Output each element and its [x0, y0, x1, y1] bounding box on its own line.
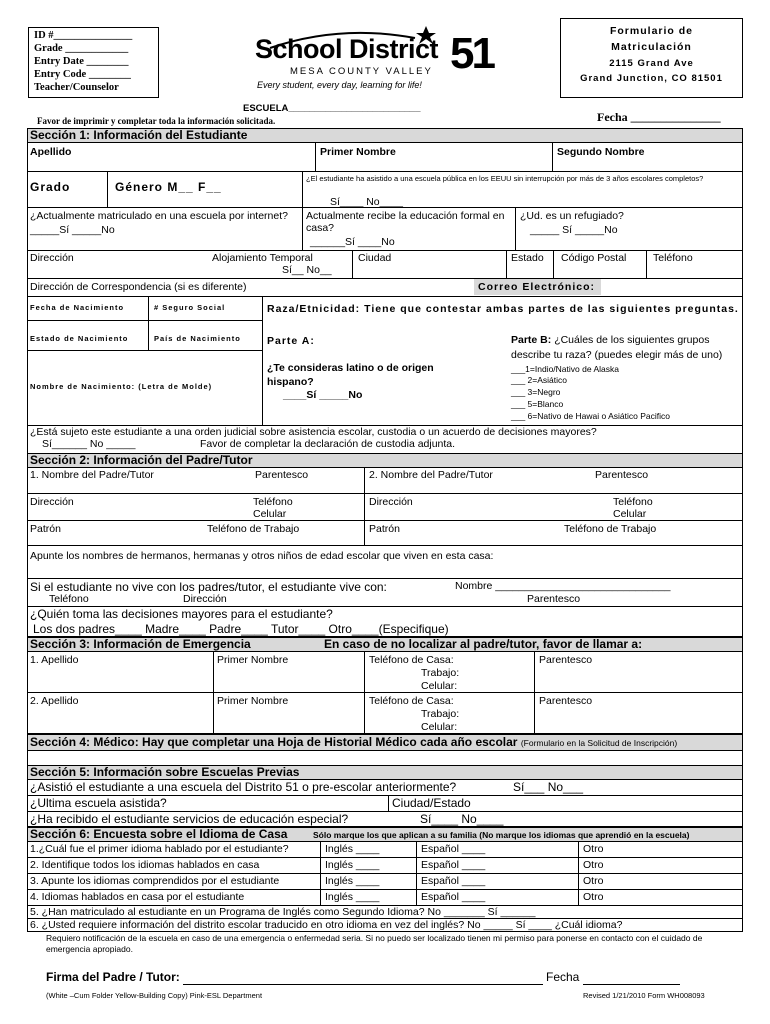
logo-region: MESA COUNTY VALLEY — [290, 66, 433, 77]
emergency-permission-note: Requiero notificación de la escuela en caso de una emergencia o enfermedad seria. Si no puedo ser localizado tienen mi permiso para ponerse en contacto con el cuidado de emergencia apropiado. — [46, 933, 703, 954]
idioma-q1-ingles[interactable]: Inglés ____ — [325, 843, 380, 855]
parent2-parentesco-field[interactable]: Parentesco — [595, 469, 649, 481]
emergency1-primer-nombre-field[interactable]: Primer Nombre — [217, 654, 289, 666]
raza-option-2[interactable]: ___ 2=Asiático — [511, 375, 567, 385]
idioma-q2: 2. Identifique todos los idiomas hablados en casa — [30, 859, 260, 871]
internet-answer[interactable]: _____Sí _____No — [30, 224, 115, 236]
raza-option-1[interactable]: ___1=Indio/Nativo de Alaska — [511, 364, 619, 374]
firma-fecha-label: Fecha — [546, 970, 580, 984]
emergency2-primer-nombre-field[interactable]: Primer Nombre — [217, 695, 289, 707]
logo-text-school-district: School District — [255, 34, 439, 64]
parent2-patron-field[interactable]: Patrón — [369, 523, 400, 535]
traduccion-question[interactable]: 6. ¿Usted requiere información del distrito escolar traducido en otro idioma en vez del inglés? No _____ Sí ____ ¿Cuál idioma? — [30, 919, 623, 931]
idioma-q4: 4. Idiomas hablados en casa por el estudiante — [30, 891, 245, 903]
idioma-q2-espanol[interactable]: Español ____ — [421, 859, 486, 871]
entry-date-field[interactable]: Entry Date ________ — [34, 56, 129, 67]
emergency1-parentesco-field[interactable]: Parentesco — [539, 654, 593, 666]
idioma-q3-ingles[interactable]: Inglés ____ — [325, 875, 380, 887]
section-4-spacer — [27, 750, 743, 766]
idioma-q3: 3. Apunte los idiomas comprendidos por el estudiante — [30, 875, 280, 887]
orden-question: ¿Está sujeto este estudiante a una orden judicial sobre asistencia escolar, custodia o un acuerdo de decisiones mayores? — [30, 426, 597, 438]
codigo-postal-field[interactable]: Código Postal — [561, 252, 627, 264]
form-title-line2: Matriculación — [611, 41, 692, 53]
parent1-telefono-field[interactable]: Teléfono — [253, 496, 293, 508]
parent1-parentesco-field[interactable]: Parentesco — [255, 469, 309, 481]
idioma-q4-ingles[interactable]: Inglés ____ — [325, 891, 380, 903]
parte-b-text: ¿Cuáles de los siguientes grupos describe tu raza? (puedes elegir más de uno) — [511, 334, 723, 361]
formal-answer[interactable]: ______Sí ____No — [310, 236, 395, 248]
formal-question: Actualmente recibe la educación formal en casa? — [306, 210, 505, 234]
section-6-title — [27, 827, 743, 842]
idioma-q4-espanol[interactable]: Español ____ — [421, 891, 486, 903]
idioma-q3-otro[interactable]: Otro — [583, 875, 604, 887]
correspondencia-field[interactable]: Dirección de Correspondencia (si es diferente) — [30, 281, 247, 293]
no-vive-question: Si el estudiante no vive con los padres/tutor, el estudiante vive con: — [30, 580, 387, 594]
idioma-q1-otro[interactable]: Otro — [583, 843, 604, 855]
section-4-title-text: Sección 4: Médico: Hay que completar una Hoja de Historial Médico cada año escolar — [30, 735, 518, 749]
parte-a-label: Parte A: — [267, 335, 315, 347]
print-note: Favor de imprimir y completar toda la información solicitada. — [37, 116, 276, 126]
teacher-counselor-field[interactable]: Teacher/Counselor — [34, 82, 119, 93]
latino-question: ¿Te consideras latino o de origen hispano? — [267, 362, 434, 388]
genero-field[interactable]: Género M__ F__ — [115, 180, 222, 194]
section-3-title — [27, 637, 743, 652]
segundo-nombre-field[interactable]: Segundo Nombre — [557, 146, 645, 158]
section-1-title: Sección 1: Información del Estudiante — [27, 128, 743, 143]
idioma-q4-otro[interactable]: Otro — [583, 891, 604, 903]
raza-title: Raza/Etnicidad: Tiene que contestar ambas partes de las siguientes preguntas. — [267, 303, 739, 315]
idioma-q1-espanol[interactable]: Español ____ — [421, 843, 486, 855]
internet-question: ¿Actualmente matriculado en una escuela por internet? — [30, 210, 288, 222]
emergency1-tel-casa-field[interactable]: Teléfono de Casa: — [369, 654, 454, 666]
refugiado-answer[interactable]: _____ Sí _____No — [530, 224, 618, 236]
pais-nacimiento-field[interactable]: País de Nacimiento — [154, 334, 241, 343]
estado-field[interactable]: Estado — [511, 252, 544, 264]
idioma-q2-otro[interactable]: Otro — [583, 859, 604, 871]
district-logo — [250, 22, 500, 97]
firma-label: Firma del Padre / Tutor: — [46, 970, 180, 984]
no-vive-telefono-field[interactable]: Teléfono — [49, 593, 89, 605]
parent1-celular-field[interactable]: Celular — [253, 508, 287, 520]
estado-nacimiento-field[interactable]: Estado de Nacimiento — [30, 334, 129, 343]
ultima-escuela-field[interactable]: ¿Ultima escuela asistida? — [30, 796, 167, 810]
seguro-social-field[interactable]: # Seguro Social — [154, 303, 226, 312]
previas-q1: ¿Asistió el estudiante a una escuela del Distrito 51 o pre-escolar anteriormente? — [30, 780, 457, 794]
id-field[interactable]: ID #_______________ — [34, 30, 133, 41]
parent2-celular-field[interactable]: Celular — [613, 508, 647, 520]
orden-note: Favor de completar la declaración de custodia adjunta. — [200, 438, 456, 450]
ciudad-estado-field[interactable]: Ciudad/Estado — [392, 796, 471, 810]
emergency2-parentesco-field[interactable]: Parentesco — [539, 695, 593, 707]
latino-answer[interactable]: ____Sí _____No — [283, 389, 363, 401]
idioma-q2-ingles[interactable]: Inglés ____ — [325, 859, 380, 871]
section-4-note: (Formulario en la Solicitud de Inscripción) — [520, 738, 678, 748]
parent2-tel-trabajo-field[interactable]: Teléfono de Trabajo — [564, 523, 657, 535]
alojamiento-answer[interactable]: Sí__ No__ — [282, 264, 332, 276]
raza-option-3[interactable]: ___ 3=Negro — [511, 387, 561, 397]
parent1-nombre-field[interactable]: 1. Nombre del Padre/Tutor — [30, 469, 154, 481]
eeuu-question: ¿El estudiante ha asistido a una escuela pública en los EEUU sin interrupción por más de 3 años escolares completos? — [306, 174, 704, 183]
emergency1-celular-field[interactable]: Celular: — [421, 680, 458, 692]
parte-b-question — [511, 333, 743, 363]
alojamiento-label: Alojamiento Temporal — [212, 252, 313, 264]
emergency2-tel-casa-field[interactable]: Teléfono de Casa: — [369, 695, 454, 707]
emergency2-trabajo-field[interactable]: Trabajo: — [421, 708, 460, 720]
parent1-direccion-field[interactable]: Dirección — [30, 496, 74, 508]
emergency1-trabajo-field[interactable]: Trabajo: — [421, 667, 460, 679]
parte-b-label: Parte B: — [511, 334, 552, 346]
emergency2-celular-field[interactable]: Celular: — [421, 721, 458, 733]
section-2-title: Sección 2: Información del Padre/Tutor — [27, 453, 743, 468]
parent2-nombre-field[interactable]: 2. Nombre del Padre/Tutor — [369, 469, 493, 481]
parent2-telefono-field[interactable]: Teléfono — [613, 496, 653, 508]
grade-field[interactable]: Grade ____________ — [34, 43, 129, 54]
section-4-title — [27, 734, 743, 751]
especial-answer[interactable]: Sí____ No____ — [420, 812, 504, 826]
section-6-title-text: Sección 6: Encuesta sobre el Idioma de Casa — [30, 827, 288, 841]
emergency1-apellido-field[interactable]: 1. Apellido — [30, 654, 79, 666]
idioma-q3-espanol[interactable]: Español ____ — [421, 875, 486, 887]
no-vive-parentesco-field[interactable]: Parentesco — [527, 593, 581, 605]
primer-nombre-field[interactable]: Primer Nombre — [320, 146, 396, 158]
grado-field[interactable]: Grado — [30, 180, 71, 194]
section-6-subtitle: Sólo marque los que aplican a su familia (No marque los idiomas que aprendió en la escuela) — [313, 830, 690, 840]
section-3-subtitle: En caso de no localizar al padre/tutor, favor de llamar a: — [324, 637, 643, 651]
escuela-field[interactable]: ESCUELA_________________________ — [243, 103, 421, 114]
parent2-direccion-field[interactable]: Dirección — [369, 496, 413, 508]
direccion-field[interactable]: Dirección — [30, 252, 74, 264]
ciudad-field[interactable]: Ciudad — [358, 252, 392, 264]
apellido-field[interactable]: Apellido — [30, 146, 72, 158]
raza-option-5[interactable]: ___ 5=Blanco — [511, 399, 564, 409]
form-title-line1: Formulario de — [609, 25, 693, 37]
decisiones-answer[interactable]: Los dos padres____ Madre____ Padre____ Tutor____ Otro____(Especifique) — [33, 622, 449, 636]
nombre-nacimiento-field[interactable]: Nombre de Nacimiento: (Letra de Molde) — [30, 382, 213, 391]
eeuu-answer[interactable]: Sí____ No____ — [330, 196, 403, 208]
raza-option-6[interactable]: ___ 6=Nativo de Hawai o Asiático Pacifico — [511, 411, 670, 421]
previas-q1-answer[interactable]: Sí___ No___ — [513, 780, 584, 794]
section-3-title-text: Sección 3: Información de Emergencia — [30, 637, 251, 651]
firma-line[interactable] — [183, 984, 543, 985]
copies-note: (White –Cum Folder Yellow-Building Copy) Pink-ESL Department — [46, 991, 263, 1000]
fecha-nacimiento-field[interactable]: Fecha de Nacimiento — [30, 303, 125, 312]
correo-field[interactable]: Correo Electrónico: — [478, 281, 596, 293]
refugiado-question: ¿Ud. es un refugiado? — [520, 210, 624, 222]
logo-tagline: Every student, every day, learning for life! — [257, 80, 422, 90]
no-vive-direccion-field[interactable]: Dirección — [183, 593, 227, 605]
logo-number-51: 51 — [450, 29, 493, 78]
district-address-city: Grand Junction, CO 81501 — [580, 73, 723, 84]
fecha-field[interactable]: Fecha _______________ — [597, 110, 721, 124]
especial-question: ¿Ha recibido el estudiante servicios de educación especial? — [30, 812, 349, 826]
parent1-patron-field[interactable]: Patrón — [30, 523, 61, 535]
decisiones-question: ¿Quién toma las decisiones mayores para el estudiante? — [30, 607, 333, 621]
firma-fecha-line[interactable] — [583, 984, 680, 985]
emergency2-apellido-field[interactable]: 2. Apellido — [30, 695, 79, 707]
orden-answer[interactable]: Sí______ No _____ — [42, 438, 136, 450]
telefono-field[interactable]: Teléfono — [653, 252, 693, 264]
parent1-tel-trabajo-field[interactable]: Teléfono de Trabajo — [207, 523, 300, 535]
entry-code-field[interactable]: Entry Code ________ — [34, 69, 131, 80]
esl-question[interactable]: 5. ¿Han matriculado al estudiante en un Programa de Inglés como Segundo Idioma? No _______ Sí ______ — [30, 906, 536, 918]
district-address-street: 2115 Grand Ave — [609, 58, 694, 69]
hermanos-field[interactable]: Apunte los nombres de hermanos, hermanas y otros niños de edad escolar que viven en esta casa: — [30, 550, 494, 562]
section-5-title: Sección 5: Información sobre Escuelas Previas — [27, 765, 743, 780]
no-vive-nombre-field[interactable]: Nombre ______________________________ — [455, 580, 671, 592]
revision-note: Revised 1/21/2010 Form WH008093 — [583, 991, 705, 1000]
idioma-q1: 1.¿Cuál fue el primer idioma hablado por el estudiante? — [30, 843, 289, 855]
